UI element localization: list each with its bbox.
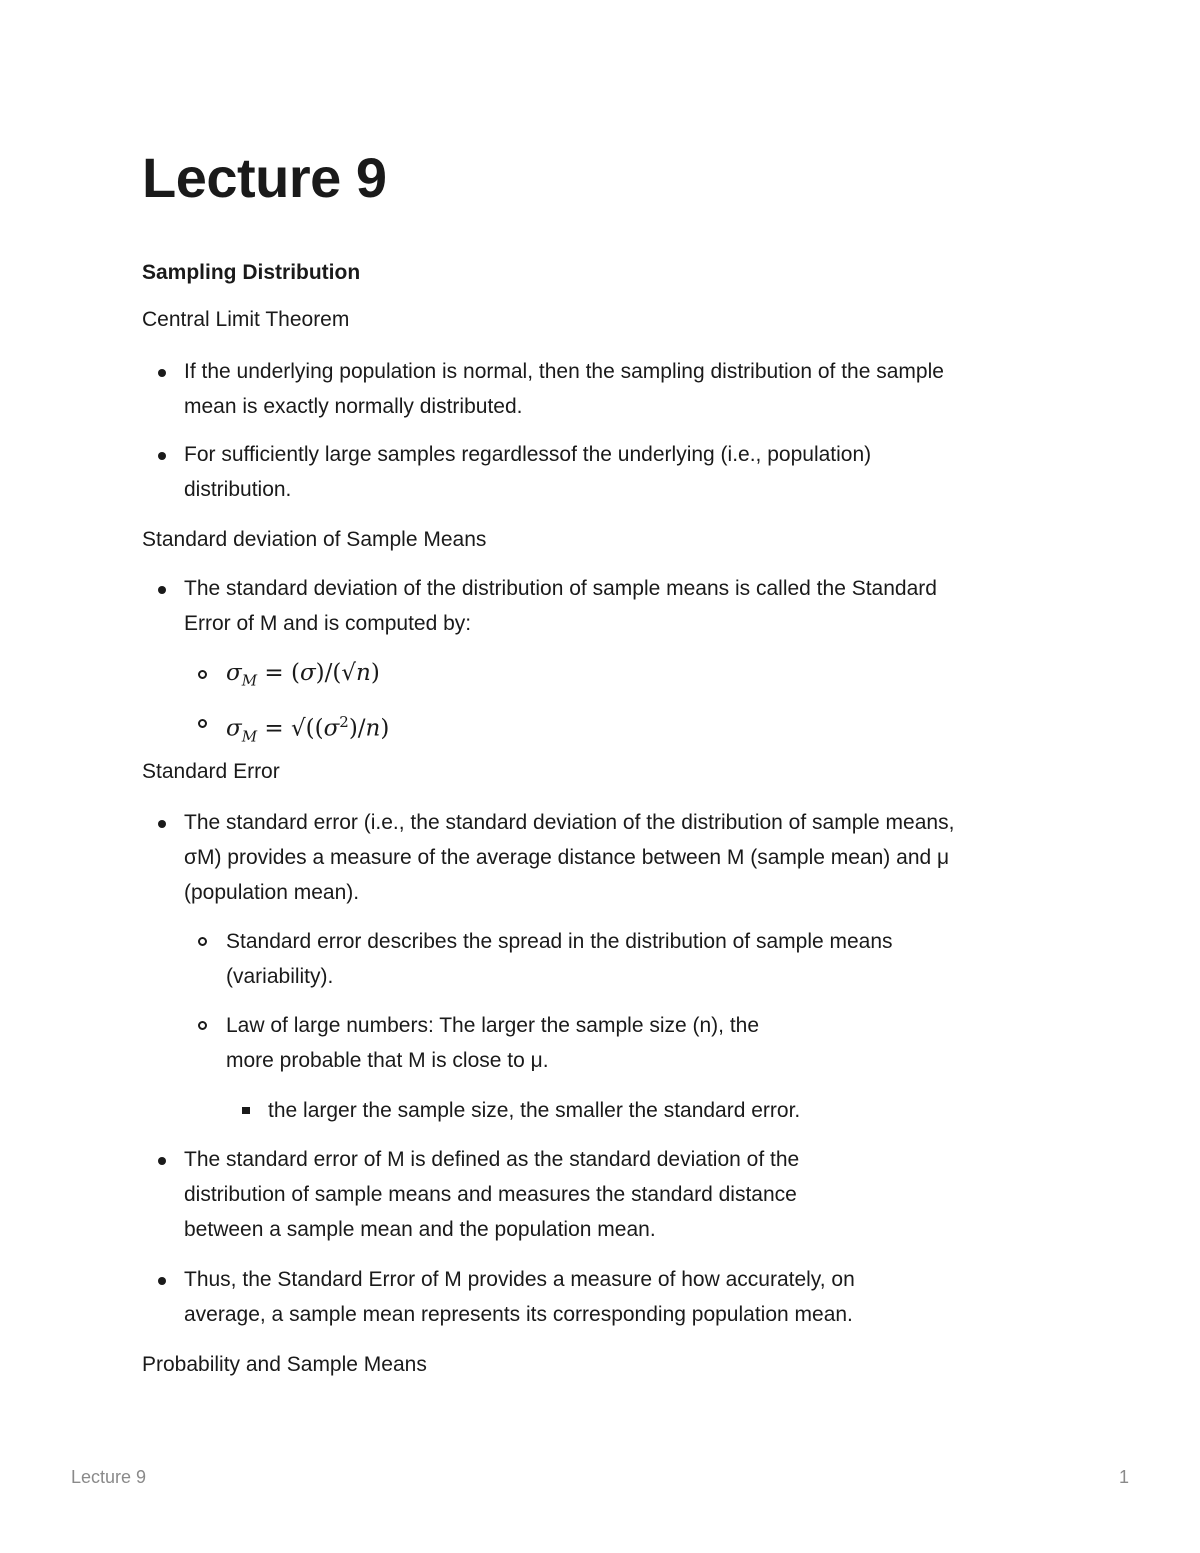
formula-standard-error-1: $\sigma_M = (\sigma)/(√n)$ bbox=[226, 660, 380, 690]
bullet-circle-icon bbox=[198, 719, 207, 728]
bullet-circle-icon bbox=[198, 670, 207, 679]
clt-bullet-1: If the underlying population is normal, then the sampling distribution of the sample mean is exactly normally distributed. bbox=[184, 360, 944, 418]
clt-label: Central Limit Theorem bbox=[142, 308, 350, 331]
bullet-dot-icon bbox=[158, 1157, 166, 1165]
bullet-circle-icon bbox=[198, 937, 207, 946]
prob-label: Probability and Sample Means bbox=[142, 1353, 427, 1376]
bullet-dot-icon bbox=[158, 820, 166, 828]
se-bullet-2: The standard error of M is defined as the standard deviation of the distribution of sample means and measures the standard distance between a sample mean and the population mean. bbox=[184, 1148, 800, 1241]
se-sub-bullet-1: Standard error describes the spread in the distribution of sample means (variability). bbox=[226, 930, 893, 988]
se-sub-sub-bullet: the larger the sample size, the smaller the standard error. bbox=[268, 1099, 801, 1122]
se-bullet-3: Thus, the Standard Error of M provides a measure of how accurately, on average, a sample mean represents its corresponding population mean. bbox=[184, 1268, 855, 1326]
page-title: Lecture 9 bbox=[142, 146, 387, 209]
page-number: 1 bbox=[1118, 1467, 1129, 1487]
formula-standard-error-2: $\sigma_M = √((\sigma^2)/n)$ bbox=[226, 713, 390, 746]
sd-bullet: The standard deviation of the distribution of sample means is called the Standard Error of M and is computed by: bbox=[184, 577, 937, 635]
footer-title: Lecture 9 bbox=[71, 1467, 147, 1487]
section-heading: Sampling Distribution bbox=[142, 261, 361, 284]
se-sub-bullet-2: Law of large numbers: The larger the sample size (n), the more probable that M is close to μ. bbox=[226, 1014, 760, 1072]
bullet-square-icon bbox=[242, 1107, 250, 1114]
clt-bullet-2: For sufficiently large samples regardlessof the underlying (i.e., population) distribution. bbox=[184, 443, 872, 501]
se-bullet-1: The standard error (i.e., the standard deviation of the distribution of sample means, σM) provides a measure of the average distance between M (sample mean) and μ (population mean). bbox=[184, 811, 955, 904]
bullet-dot-icon bbox=[158, 586, 166, 594]
bullet-dot-icon bbox=[158, 369, 166, 377]
bullet-circle-icon bbox=[198, 1021, 207, 1030]
se-label: Standard Error bbox=[142, 760, 280, 783]
bullet-dot-icon bbox=[158, 1277, 166, 1285]
sd-label: Standard deviation of Sample Means bbox=[142, 528, 487, 551]
bullet-dot-icon bbox=[158, 452, 166, 460]
